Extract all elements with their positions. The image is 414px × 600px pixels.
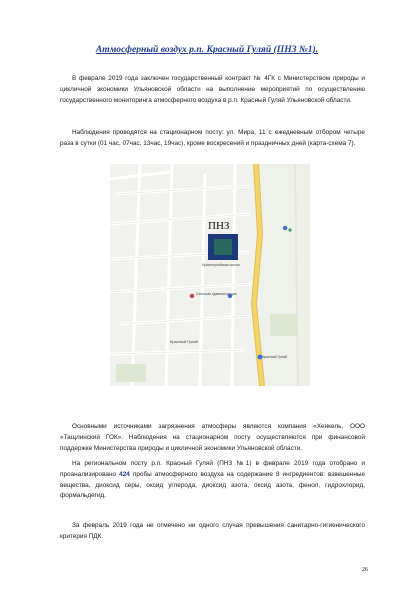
paragraph-sources xyxy=(60,422,365,454)
map-scheme xyxy=(110,164,310,386)
map-canvas xyxy=(110,164,310,386)
place-label-right: Красный Гуляй xyxy=(262,355,287,359)
poi-label: Сельская администрация xyxy=(196,292,237,296)
sample-count: 424 xyxy=(119,470,130,478)
poi-marker xyxy=(190,294,194,298)
paragraph-contract-text: В феврале 2019 года заключен государственный контракт № 4ГК с Министерством природы и цикличной экономики Ульяновской области на выполнение мероприятий по осуществлению государственного мониторинга атмосферного воздуха в р.п. Красный Гуляй Ульяновской области. xyxy=(60,75,365,104)
page-title: Атмосферный воздух р.п. Красный Гуляй (ПНЗ №1). xyxy=(95,44,319,55)
paragraph-conclusion-text: За февраль 2019 года не отмечено ни одного случая превышения санитарно-гигиенического критерия ПДК. xyxy=(60,522,365,540)
paragraph-samples-text-1: На региональном посту р.п. Красный Гуляй (ПНЗ №1) в феврале 2019 года отобрано и проанализировано xyxy=(60,460,365,478)
paragraph-sources-text: Основными источниками загрязнения атмосферы являются компания «Хенкель, ООО «Тащлинский ГОК». Наблюдения на стационарном посту осуществляются при финансовой поддержке Министерства природы и цикличной экономики Ульяновской области. xyxy=(60,423,365,452)
page-number: 26 xyxy=(361,566,368,573)
paragraph-samples-text-2: пробы атмосферного воздуха на содержание 8 ингредиентов: взвешенные вещества, диоксид серы, оксид углерода, диоксид азота, оксид азота, фенол, гидрохлорид, формальдегид. xyxy=(60,470,365,500)
place-label: Красный Гуляй xyxy=(170,339,198,344)
station-label: ПНЗ xyxy=(208,220,230,232)
paragraph-observations xyxy=(60,128,365,150)
paragraph-samples xyxy=(60,459,365,502)
station-sublabel: Красногуляйская школа xyxy=(202,263,240,267)
paragraph-conclusion xyxy=(60,521,365,543)
paragraph-contract xyxy=(60,74,365,106)
paragraph-observations-text: Наблюдения проводятся на стационарном посту: ул. Мира, 11 с ежедневным отбором четыре раза в сутки (01 час, 07час, 13час, 19час), кроме воскресений и праздничных дней (карта-схема 7). xyxy=(60,129,365,147)
